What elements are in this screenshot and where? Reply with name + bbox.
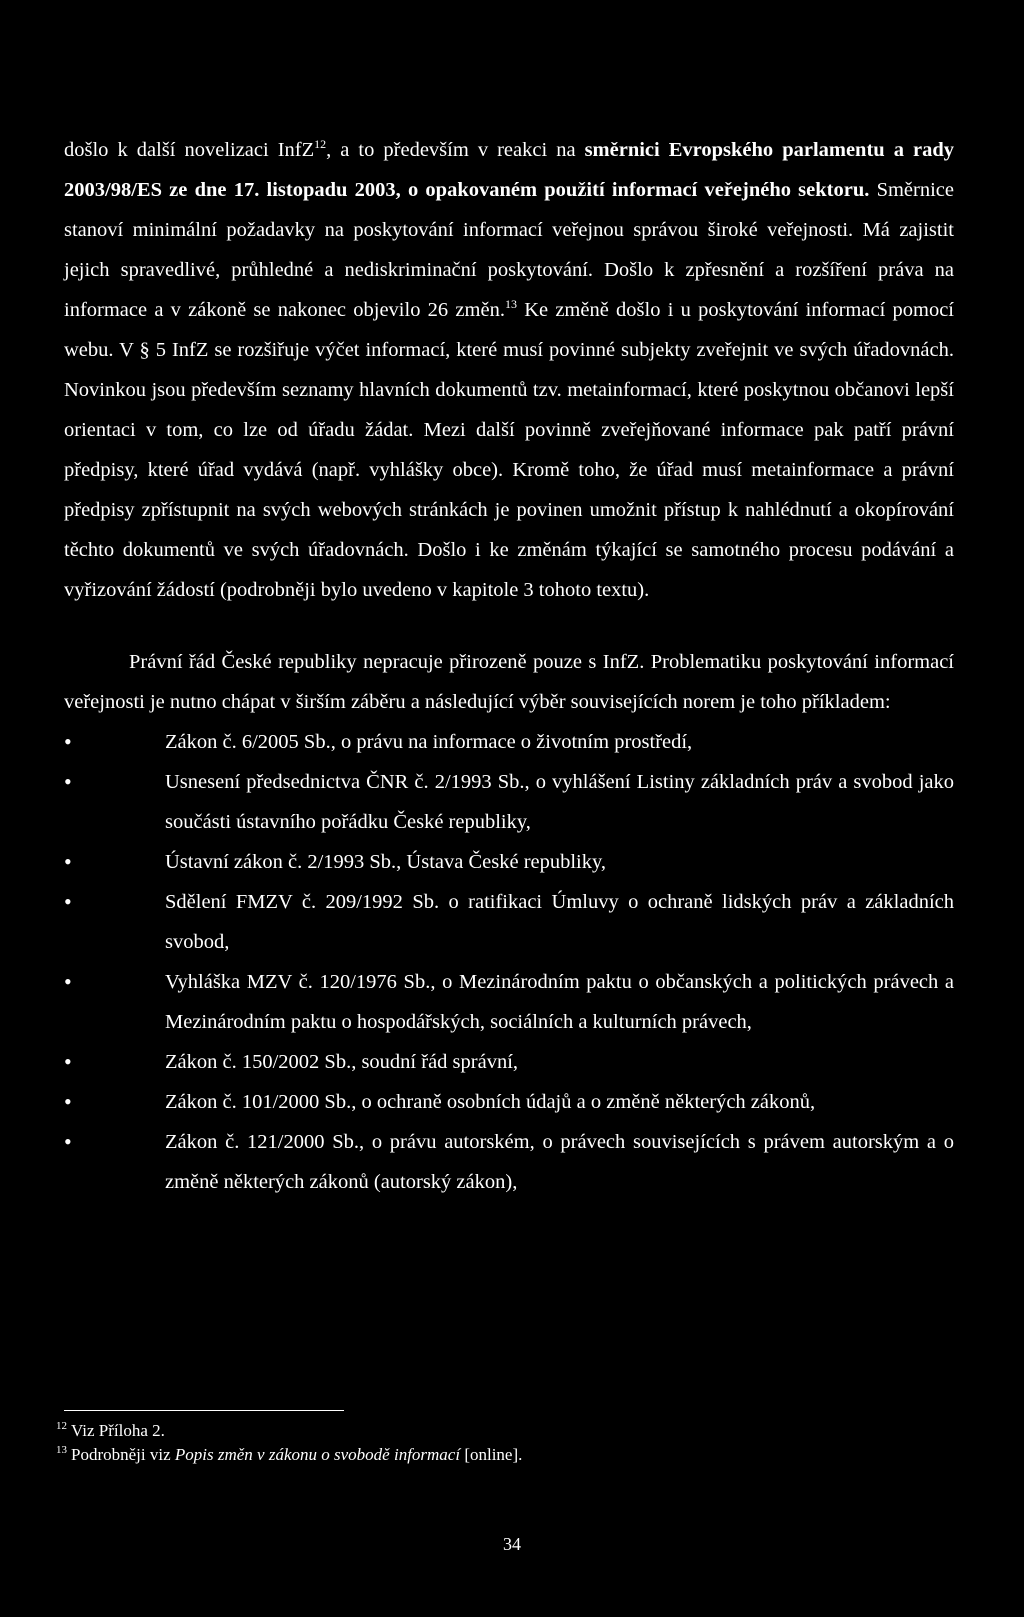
footnote-text: Viz Příloha 2.	[71, 1421, 165, 1440]
related-laws-list	[64, 722, 954, 1202]
footnote-text: Podrobněji viz	[71, 1445, 175, 1464]
list-item: • Zákon č. 6/2005 Sb., o právu na informace o životním prostředí,	[64, 722, 954, 762]
footnote-text: [online].	[460, 1445, 523, 1464]
footnotes	[56, 1419, 522, 1467]
page-number: 34	[503, 1534, 521, 1554]
list-item: • Sdělení FMZV č. 209/1992 Sb. o ratifikaci Úmluvy o ochraně lidských práv a základních svobod,	[64, 882, 954, 962]
text-run: , a to především v reakci na	[326, 139, 585, 161]
text-run: Ke změně došlo i u poskytování informací pomocí webu. V § 5 InfZ se rozšiřuje výčet informací, které musí povinné subjekty zveřejnit ve svých úřadovnách. Novinkou jsou především seznamy hlavních dokumentů tzv. metainformací, které poskytnou občanovi lepší orientaci v tom, co lze od úřadu žádat. Mezi další povinně zveřejňované informace pak patří právní předpisy, které úřad vydává (např. vyhlášky obce). Kromě toho, že úřad musí metainformace a právní předpisy zpřístupnit na svých webových stránkách je povinen umožnit přístup k nahlédnutí a okopírování těchto dokumentů ve svých úřadovnách. Došlo i ke změnám týkající se samotného procesu podávání a vyřizování žádostí (podrobněji bylo uvedeno v kapitole 3 tohoto textu).	[64, 299, 954, 601]
footnote-ref-12[interactable]: 12	[314, 137, 327, 151]
footnote-number: 12	[56, 1420, 67, 1432]
list-item: • Vyhláška MZV č. 120/1976 Sb., o Mezinárodním paktu o občanských a politických právech a Mezinárodním paktu o hospodářských, sociálních a kulturních právech,	[64, 962, 954, 1042]
list-item: • Zákon č. 121/2000 Sb., o právu autorském, o právech souvisejících s právem autorským a o změně některých zákonů (autorský zákon),	[64, 1122, 954, 1202]
list-item: • Zákon č. 150/2002 Sb., soudní řád správní,	[64, 1042, 954, 1082]
footnote-italic-title: Popis změn v zákonu o svobodě informací	[174, 1445, 461, 1464]
text-run: došlo k další novelizaci InfZ	[64, 139, 315, 161]
paragraph-legal-order: Právní řád České republiky nepracuje přirozeně pouze s InfZ. Problematiku poskytování informací veřejnosti je nutno chápat v širším záběru a následující výběr souvisejících norem je toho příkladem:	[64, 651, 954, 713]
paragraph-infz-amendment	[64, 130, 954, 610]
footnote-number: 13	[56, 1444, 67, 1456]
footnote-ref-13[interactable]: 13	[504, 297, 517, 311]
text-run: Směrnice stanoví minimální požadavky na poskytování informací veřejnou správou široké veřejnosti. Má zajistit jejich spravedlivé, průhledné a nediskriminační poskytování. Došlo k zpřesnění a rozšíření práva na informace a v zákoně se nakonec objevilo 26 změn.	[64, 179, 955, 321]
list-item: • Ústavní zákon č. 2/1993 Sb., Ústava České republiky,	[64, 842, 954, 882]
list-item: • Zákon č. 101/2000 Sb., o ochraně osobních údajů a o změně některých zákonů,	[64, 1082, 954, 1122]
list-item: • Usnesení předsednictva ČNR č. 2/1993 Sb., o vyhlášení Listiny základních práv a svobod jako součásti ústavního pořádku České republiky,	[64, 762, 954, 842]
bold-directive-reference: směrnici Evropského parlamentu a rady 2003/98/ES ze dne 17. listopadu 2003, o opakovaném použití informací veřejného sektoru.	[64, 139, 954, 201]
footnote-13	[56, 1443, 522, 1467]
footnote-12	[56, 1419, 522, 1443]
footnote-separator	[64, 1410, 344, 1411]
document-page	[64, 130, 954, 1202]
